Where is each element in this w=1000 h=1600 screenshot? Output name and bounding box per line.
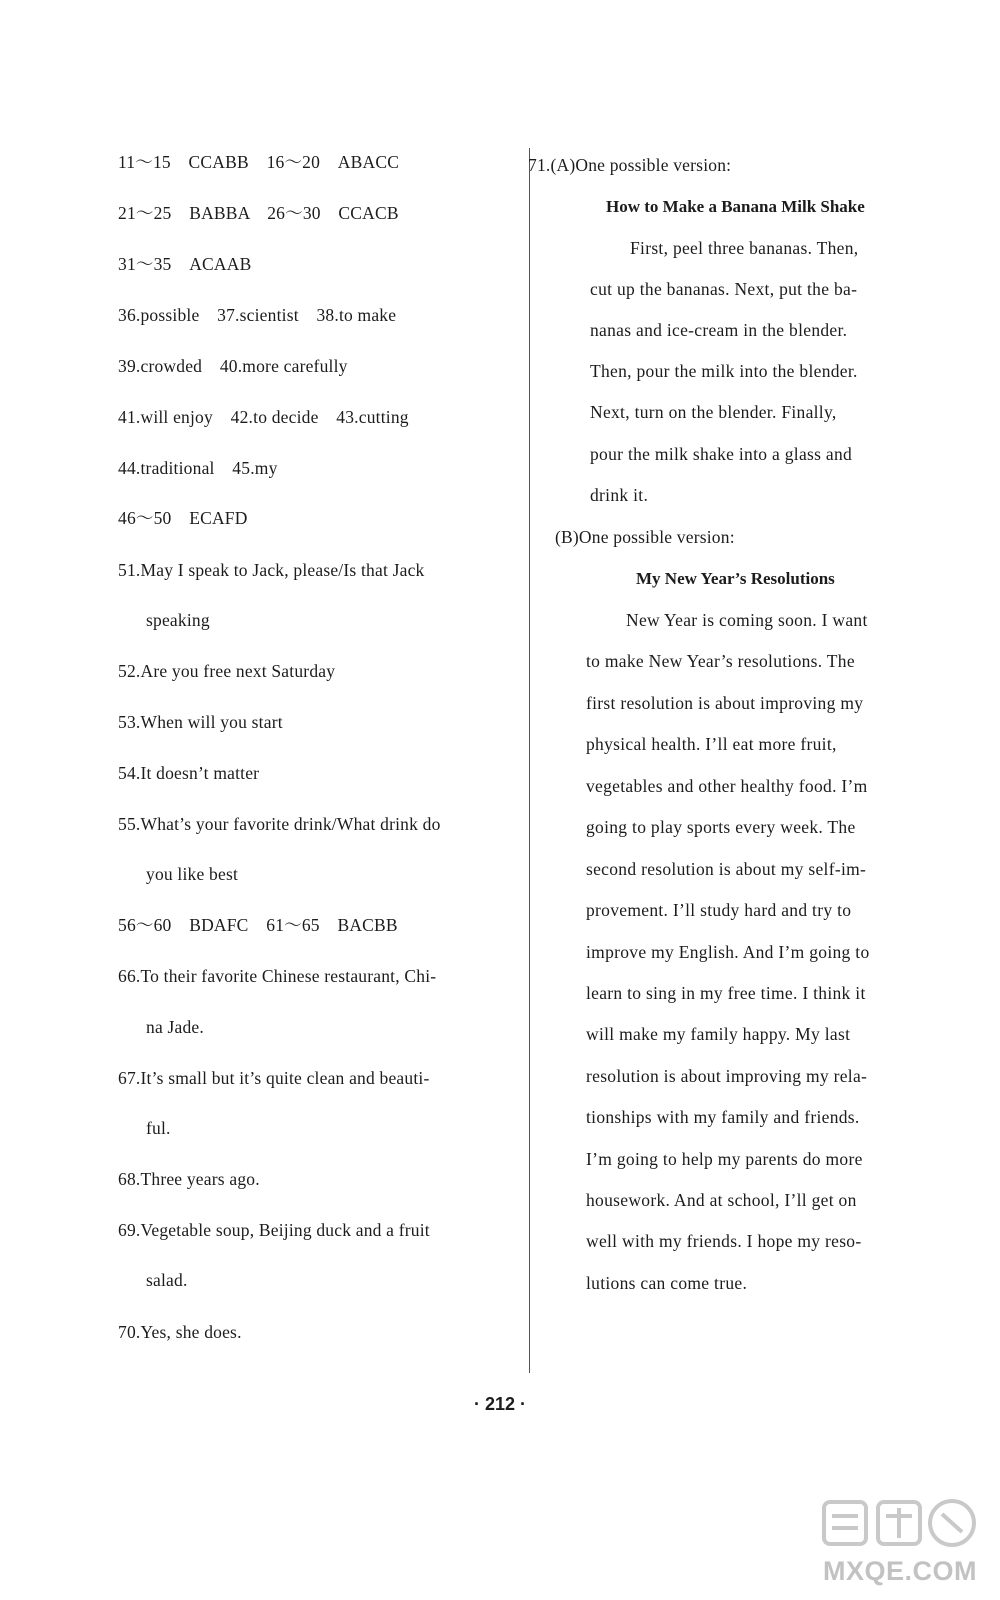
watermark-logo [814,1492,986,1592]
question-71b-label: (B)One possible version: [555,527,735,547]
answer-line: 66.To their favorite Chinese restaurant, Chi- [118,966,437,986]
answer-line: 46～50 ECAFD [118,508,248,528]
essay-a-line: cut up the bananas. Next, put the ba- [590,279,858,299]
answer-line: na Jade. [146,1017,204,1037]
answer-line: 53.When will you start [118,712,283,732]
answer-line: 54.It doesn’t matter [118,763,260,783]
essay-b-line: New Year is coming soon. I want [626,610,868,630]
essay-a-line: First, peel three bananas. Then, [630,238,859,258]
answer-line: ful. [146,1118,171,1138]
answer-line: 31～35 ACAAB [118,254,252,274]
essay-a-title: How to Make a Banana Milk Shake [606,197,865,216]
answer-line: you like best [146,864,239,884]
essay-b-line: will make my family happy. My last [586,1024,851,1044]
answer-line: 41.will enjoy 42.to decide 43.cutting [118,407,409,427]
essay-b-line: provement. I’ll study hard and try to [586,900,852,920]
essay-b-line: housework. And at school, I’ll get on [586,1190,857,1210]
answer-line: 51.May I speak to Jack, please/Is that Jack [118,560,425,580]
answer-line: 56～60 BDAFC 61～65 BACBB [118,915,398,935]
essay-b-line: to make New Year’s resolutions. The [586,651,855,671]
answer-line: 69.Vegetable soup, Beijing duck and a fruit [118,1220,430,1240]
essay-b-title: My New Year’s Resolutions [636,569,835,588]
answer-line: 55.What’s your favorite drink/What drink do [118,814,441,834]
essay-b-line: going to play sports every week. The [586,817,856,837]
essay-b-line: improve my English. And I’m going to [586,942,870,962]
essay-a-line: Next, turn on the blender. Finally, [590,402,837,422]
essay-b-line: I’m going to help my parents do more [586,1149,863,1169]
answer-line: 21～25 BABBA 26～30 CCACB [118,203,399,223]
answer-line: 70.Yes, she does. [118,1322,242,1342]
column-divider [529,148,530,1373]
answer-line: 36.possible 37.scientist 38.to make [118,305,397,325]
watermark-emblem-icon [818,1496,982,1552]
answer-line: 44.traditional 45.my [118,458,278,478]
answer-line: 39.crowded 40.more carefully [118,356,348,376]
essay-a-line: drink it. [590,485,649,505]
watermark-text: MXQE.COM [822,1556,977,1586]
answer-line: 11～15 CCABB 16～20 ABACC [118,152,400,172]
essay-b-line: lutions can come true. [586,1273,748,1293]
essay-b-line: well with my friends. I hope my reso- [586,1231,862,1251]
essay-a-line: nanas and ice-cream in the blender. [590,320,848,340]
answer-line: 67.It’s small but it’s quite clean and beauti- [118,1068,430,1088]
essay-b-line: tionships with my family and friends. [586,1107,860,1127]
answer-line: salad. [146,1270,188,1290]
essay-b-line: resolution is about improving my rela- [586,1066,868,1086]
essay-b-line: learn to sing in my free time. I think it [586,983,866,1003]
essay-a-line: Then, pour the milk into the blender. [590,361,858,381]
essay-b-line: physical health. I’ll eat more fruit, [586,734,837,754]
answer-line: 68.Three years ago. [118,1169,260,1189]
essay-b-line: first resolution is about improving my [586,693,864,713]
question-71a-label: 71.(A)One possible version: [528,155,732,175]
page-number: · 212 · [473,1394,527,1414]
answer-line: speaking [146,610,210,630]
answer-line: 52.Are you free next Saturday [118,661,336,681]
essay-b-line: second resolution is about my self-im- [586,859,867,879]
essay-b-line: vegetables and other healthy food. I’m [586,776,868,796]
essay-a-line: pour the milk shake into a glass and [590,444,853,464]
